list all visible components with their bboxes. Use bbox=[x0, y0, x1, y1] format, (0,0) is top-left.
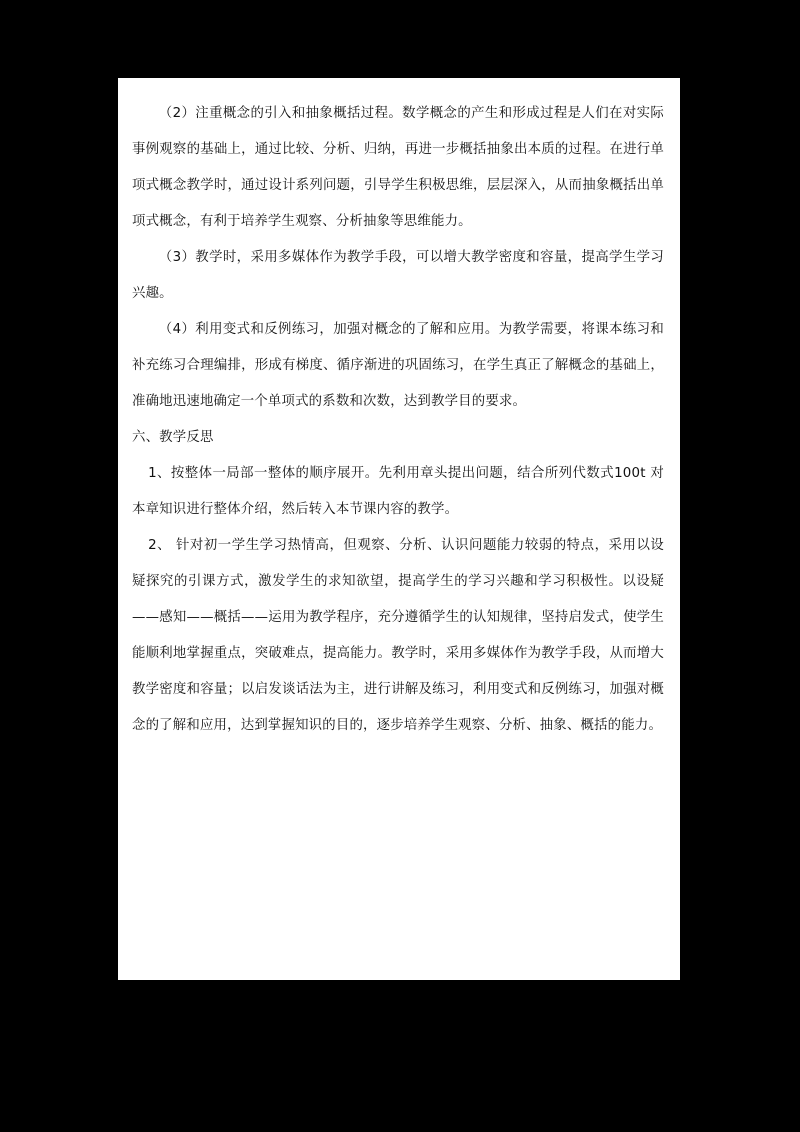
paragraph-multimedia-teaching: （3）教学时，采用多媒体作为教学手段，可以增大教学密度和容量，提高学生学习兴趣。 bbox=[132, 250, 664, 301]
paragraph-concept-introduction: （2）注重概念的引入和抽象概括过程。数学概念的产生和形成过程是人们在对实际事例观察的基础上，通过比较、分析、归纳，再进一步概括抽象出本质的过程。在进行单项式概念教学时，通过设计系列问题，引导学生积极思维，层层深入，从而抽象概括出单项式概念，有利于培养学生观察、分析抽象等思维能力。 bbox=[132, 106, 664, 229]
scan-gutter-left bbox=[20, 20, 118, 1112]
page-border-bottom bbox=[0, 1112, 800, 1132]
document-body bbox=[132, 96, 664, 744]
paragraph-reflection-2: 2、 针对初一学生学习热情高，但观察、分析、认识问题能力较弱的特点，采用以设疑探究的引课方式，激发学生的求知欲望，提高学生的学习兴趣和学习积极性。以设疑——感知——概括——运用为教学程序，充分遵循学生的认知规律，坚持启发式，使学生能顺利地掌握重点，突破难点，提高能力。教学时，采用多媒体作为教学手段，从而增大教学密度和容量；以启发谈话法为主，进行讲解及练习，利用变式和反例练习，加强对概念的了解和应用，达到掌握知识的目的，逐步培养学生观察、分析、抽象、概括的能力。 bbox=[132, 538, 664, 733]
page-border-right bbox=[780, 0, 800, 1132]
page-border-top bbox=[0, 0, 800, 20]
scan-gutter-bottom bbox=[118, 980, 680, 1112]
scan-gutter-right bbox=[680, 20, 780, 1112]
paragraph-variant-exercises: （4）利用变式和反例练习，加强对概念的了解和应用。为教学需要，将课本练习和补充练习合理编排，形成有梯度、循序渐进的巩固练习，在学生真正了解概念的基础上，准确地迅速地确定一个单项式的系数和次数，达到教学目的要求。 bbox=[132, 322, 664, 409]
paragraph-reflection-1: 1、按整体一局部一整体的顺序展开。先利用章头提出问题，结合所列代数式100t 对本章知识进行整体介绍，然后转入本节课内容的教学。 bbox=[132, 466, 664, 517]
document-paper bbox=[118, 78, 680, 980]
page-border-left bbox=[0, 0, 20, 1132]
scan-gutter-top bbox=[118, 20, 680, 78]
heading-teaching-reflection: 六、教学反思 bbox=[132, 430, 214, 445]
